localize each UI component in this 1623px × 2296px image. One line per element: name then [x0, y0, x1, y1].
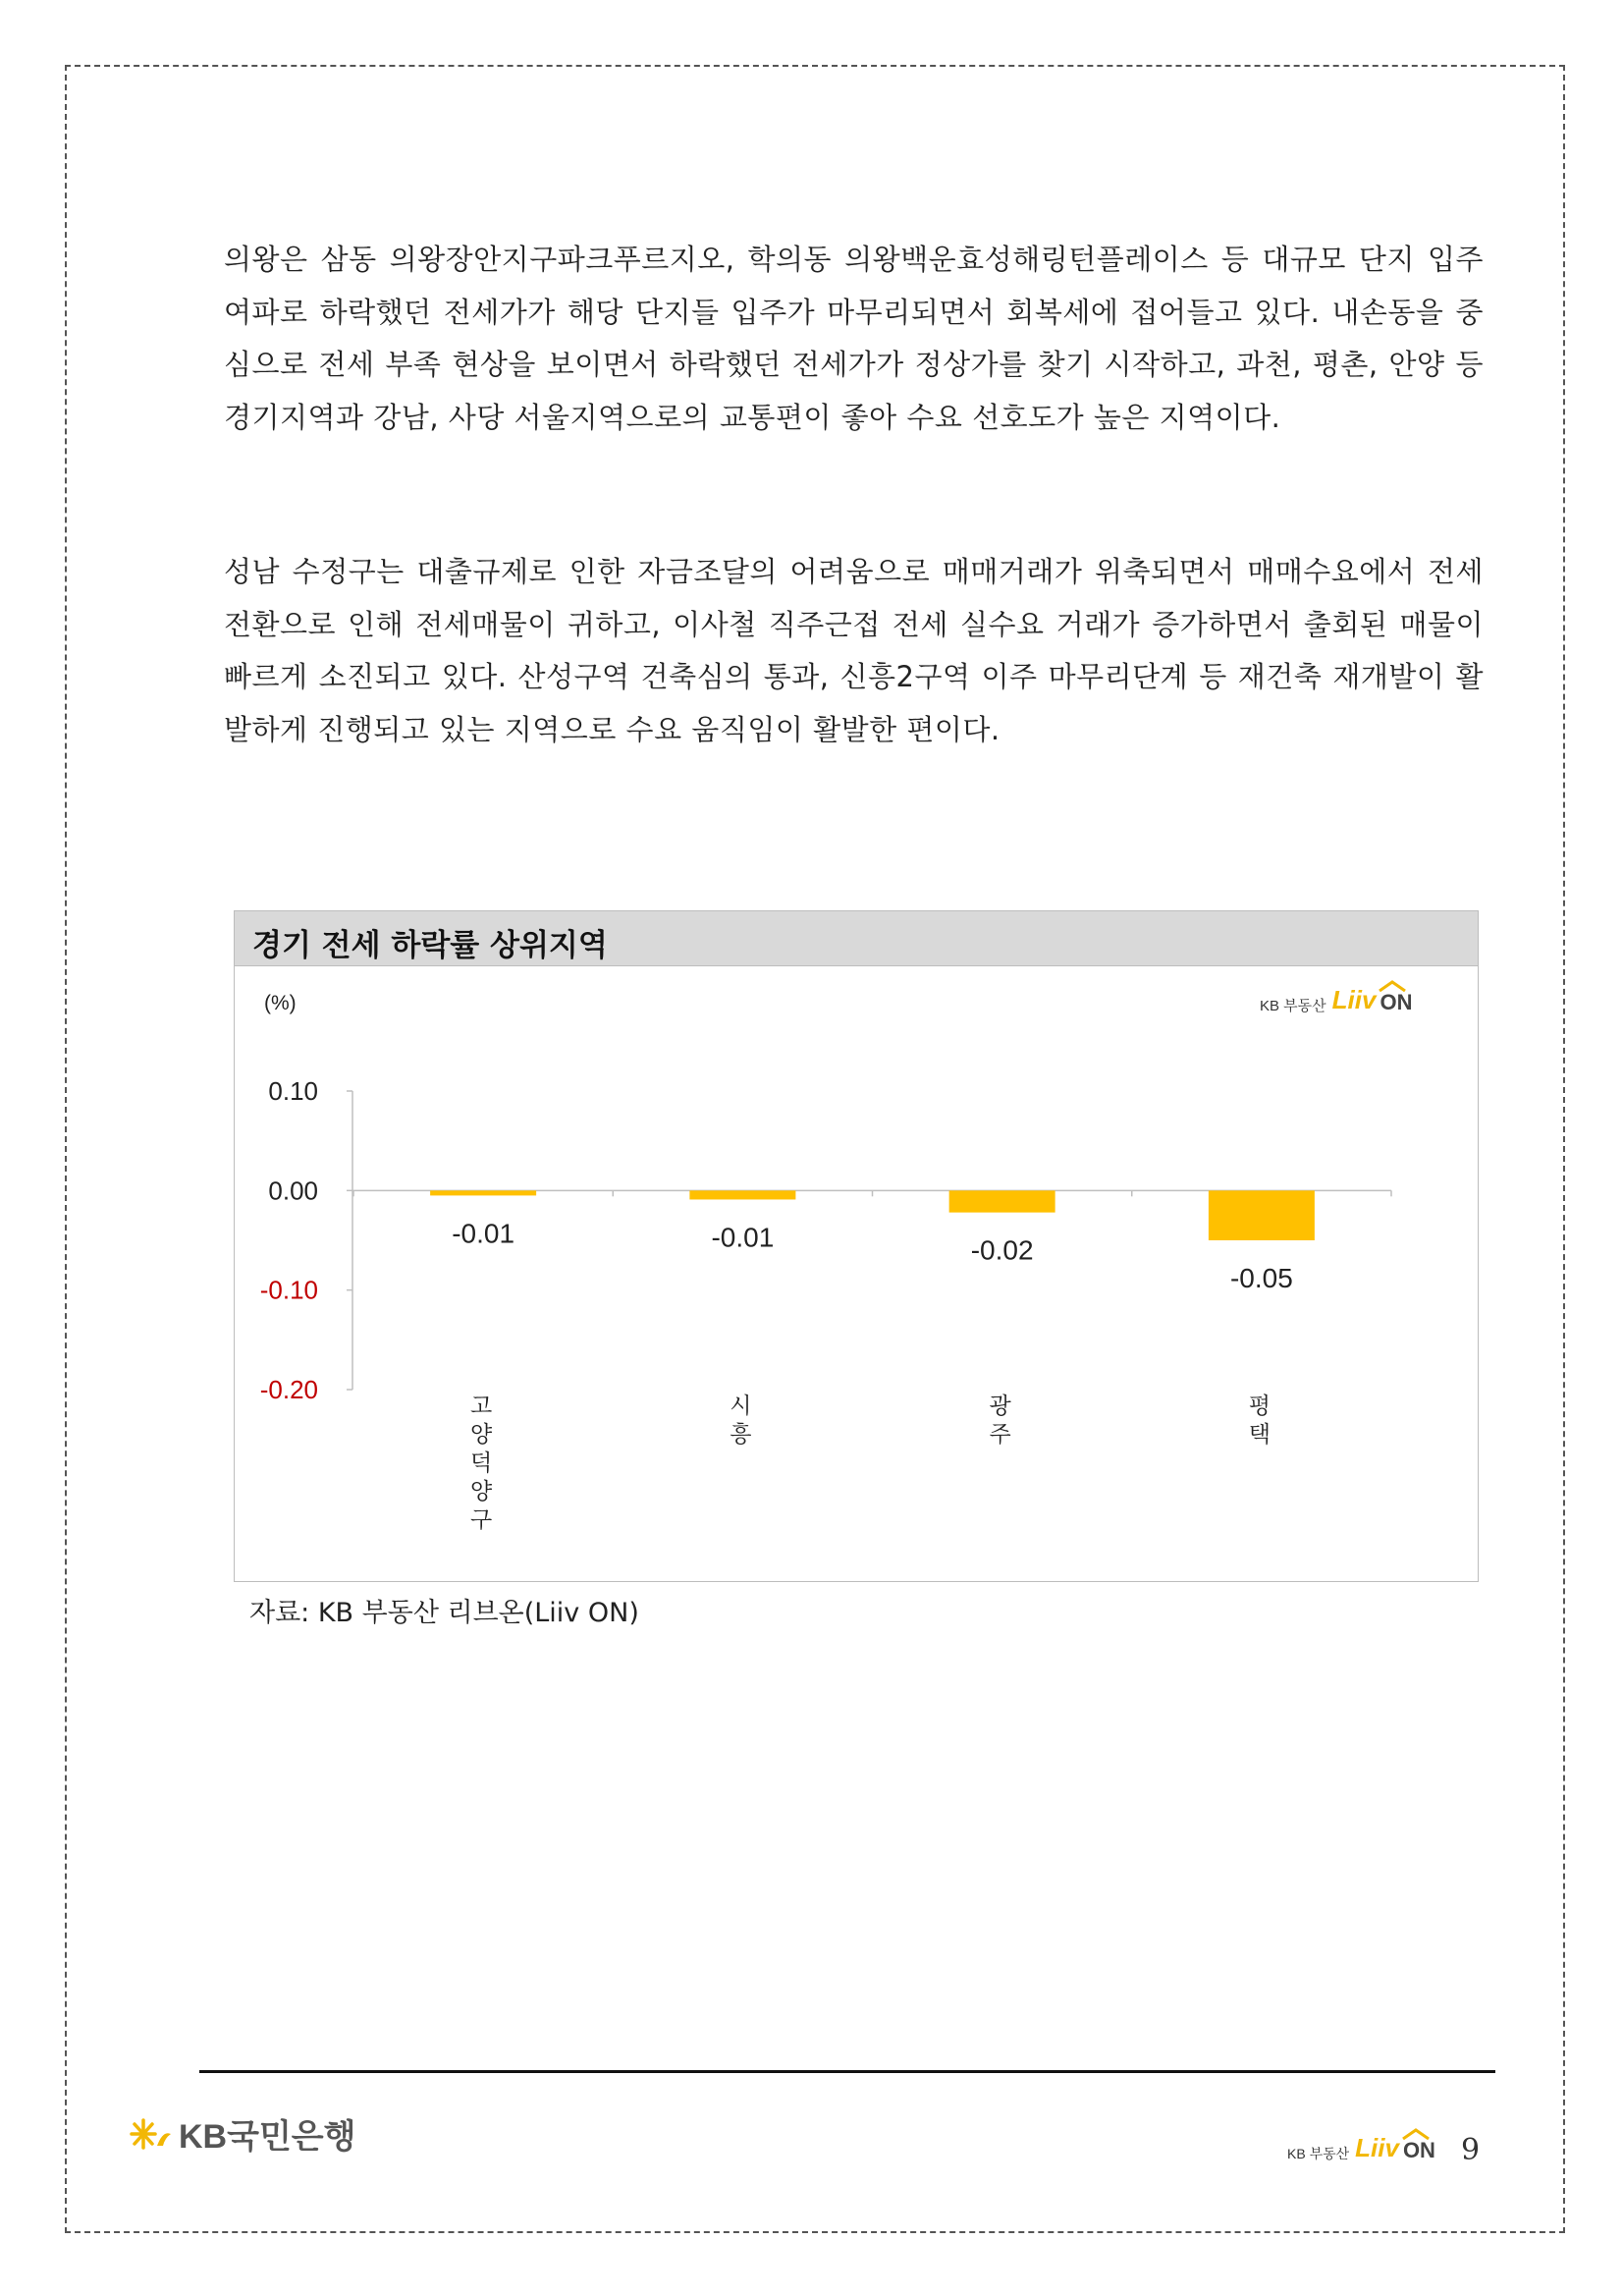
footer-logo-liiv-text: Liiv: [1355, 2133, 1399, 2162]
footer-logo-on-text: [1403, 2138, 1435, 2163]
chart-header: [235, 911, 1478, 966]
kb-star-icon: [130, 2116, 173, 2152]
bank-name: KB국민은행: [179, 2118, 356, 2156]
y-tick-label: -0.10: [259, 1275, 318, 1305]
bar: [949, 1190, 1055, 1212]
y-tick-label: 0.00: [268, 1175, 318, 1206]
y-axis-label: (%): [264, 992, 297, 1014]
bar-chart: [235, 966, 1478, 1581]
x-tick-label: 양: [470, 1422, 493, 1448]
page-number: 9: [1461, 2133, 1481, 2167]
footer-logo-on-label: ON: [1402, 2138, 1435, 2162]
footer-divider: [199, 2070, 1495, 2073]
logo-on-label: ON: [1380, 990, 1413, 1014]
bar: [430, 1190, 536, 1195]
x-tick-label: 평: [1248, 1394, 1271, 1419]
x-tick-label: 택: [1248, 1422, 1271, 1448]
footer-house-roof-icon: [1401, 2128, 1431, 2140]
x-tick-label: 흥: [730, 1422, 752, 1448]
x-tick-label: 덕: [470, 1450, 493, 1476]
paragraph-uiwang: 의왕은 삼동 의왕장안지구파크푸르지오, 학의동 의왕백운효성해링턴플레이스 등 대규모 단지 입주 여파로 하락했던 전세가가 해당 단지들 입주가 마무리되면서 회복세에 접어들고 있다. 내손동을 중심으로 전세 부족 현상을 보이면서 하락했던 전세가가 정상가를 찾기 시작하고, 과천, 평촌, 안양 등 경기지역과 강남, 사당 서울지역으로의 교통편이 좋아 수요 선호도가 높은 지역이다.: [224, 243, 1484, 434]
source-note: 자료: KB 부동산 리브온(Liiv ON): [249, 1598, 639, 1628]
chart-title: 경기 전세 하락률 상위지역: [252, 928, 608, 963]
x-tick-label: 고: [470, 1394, 493, 1419]
data-label: -0.01: [452, 1218, 515, 1249]
x-tick-label: 주: [989, 1422, 1011, 1448]
x-tick-label: 광: [989, 1394, 1011, 1419]
x-tick-label: 구: [470, 1507, 493, 1533]
footer-liiv-on-logo: [1287, 2133, 1435, 2163]
bar: [689, 1190, 795, 1199]
paragraph-seongnam: 성남 수정구는 대출규제로 인한 자금조달의 어려움으로 매매거래가 위축되면서 매매수요에서 전세전환으로 인해 전세매물이 귀하고, 이사철 직주근접 전세 실수요 거래가 증가하면서 출회된 매물이 빠르게 소진되고 있다. 산성구역 건축심의 통과, 신흥2구역 이주 마무리단계 등 재건축 재개발이 활발하게 진행되고 있는 지역으로 수요 움직임이 활발한 편이다.: [224, 555, 1484, 746]
footer-logo-kb-text: KB 부동산: [1287, 2146, 1350, 2161]
x-tick-label: 시: [730, 1394, 752, 1419]
kb-bank-logo: [130, 2109, 355, 2158]
y-tick-label: -0.20: [259, 1375, 318, 1404]
chart-panel: [234, 910, 1479, 1582]
data-label: -0.02: [970, 1234, 1034, 1266]
data-label: -0.01: [711, 1222, 775, 1253]
data-label: -0.05: [1229, 1263, 1293, 1293]
y-tick-label: 0.10: [268, 1076, 318, 1106]
logo-kb-text: KB 부동산: [1260, 998, 1326, 1014]
logo-liiv-text: Liiv: [1331, 985, 1377, 1014]
bar: [1209, 1190, 1315, 1240]
x-tick-label: 양: [470, 1479, 493, 1504]
